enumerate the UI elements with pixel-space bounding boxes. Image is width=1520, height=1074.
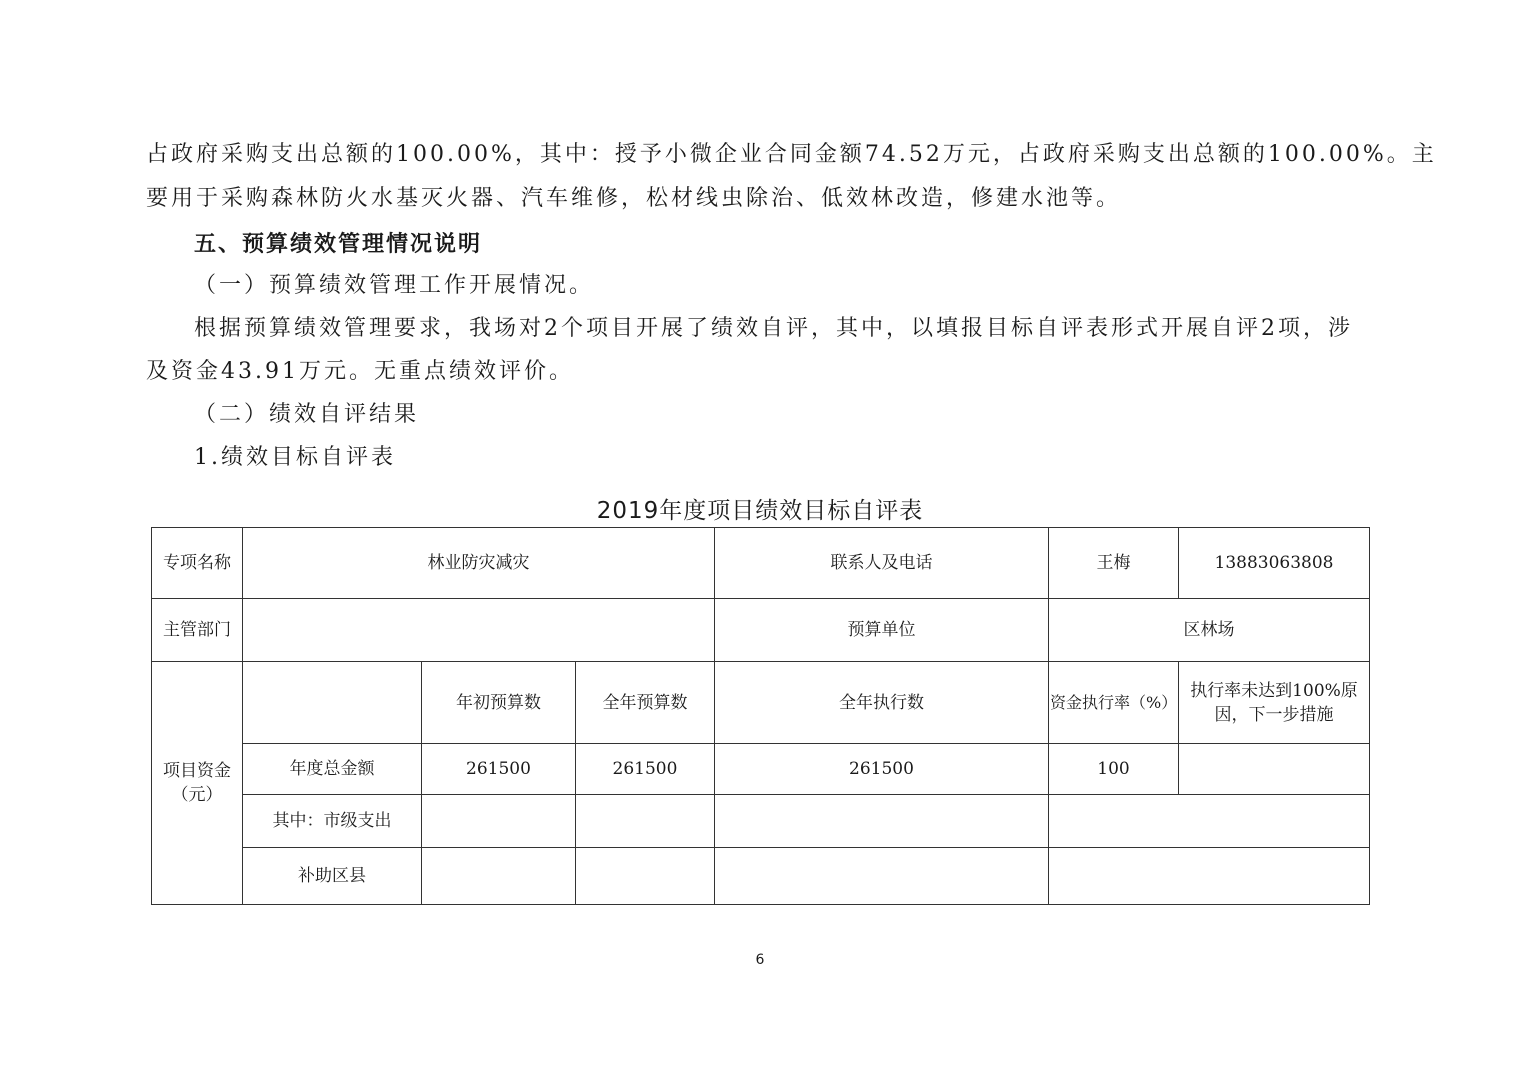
- body-paragraph-line-1: 根据预算绩效管理要求，我场对2个项目开展了绩效自评，其中，以填报目标自评表形式开展自评2项，涉: [194, 316, 1353, 341]
- table-row-department: [152, 599, 1370, 662]
- header-annual-executed: 全年执行数: [715, 662, 1049, 744]
- funds-header-blank: [243, 662, 422, 744]
- header-reason: 执行率未达到100%原因，下一步措施: [1179, 662, 1370, 744]
- table-row: [152, 795, 1370, 848]
- fund-row-annual: 261500: [576, 744, 715, 795]
- contact-name: 王梅: [1049, 528, 1179, 599]
- section-heading: 五、预算绩效管理情况说明: [194, 232, 483, 257]
- fund-row-name: 其中：市级支出: [243, 795, 422, 848]
- department-value: [243, 599, 715, 662]
- fund-row-rate: 100: [1049, 744, 1179, 795]
- fund-row-initial: 261500: [422, 744, 576, 795]
- fund-row-reason: [1179, 744, 1370, 795]
- project-name-value: 林业防灾减灾: [243, 528, 715, 599]
- project-name-label: 专项名称: [152, 528, 243, 599]
- body-line-2: 要用于采购森林防火水基灭火器、汽车维修，松材线虫除治、低效林改造，修建水池等。: [146, 186, 1122, 211]
- subheading-3: 1.绩效目标自评表: [194, 445, 396, 470]
- fund-row-annual: [576, 795, 715, 848]
- performance-table: [151, 527, 1370, 905]
- fund-row-executed: [715, 795, 1049, 848]
- header-execution-rate: 资金执行率（%）: [1049, 662, 1179, 744]
- fund-row-executed: 261500: [715, 744, 1049, 795]
- budget-unit-label: 预算单位: [715, 599, 1049, 662]
- department-label: 主管部门: [152, 599, 243, 662]
- subheading-2: （二）绩效自评结果: [194, 402, 420, 427]
- fund-row-initial: [422, 795, 576, 848]
- header-annual-budget: 全年预算数: [576, 662, 715, 744]
- table-row: [152, 744, 1370, 795]
- table-row: [152, 848, 1370, 905]
- header-initial-budget: 年初预算数: [422, 662, 576, 744]
- body-paragraph-line-2: 及资金43.91万元。无重点绩效评价。: [146, 359, 574, 384]
- table-title: 2019年度项目绩效目标自评表: [596, 498, 924, 524]
- budget-unit-value: 区林场: [1049, 599, 1370, 662]
- subheading-1: （一）预算绩效管理工作开展情况。: [194, 273, 595, 298]
- table-row-funds-header: [152, 662, 1370, 744]
- contact-label: 联系人及电话: [715, 528, 1049, 599]
- table-row-project: [152, 528, 1370, 599]
- fund-row-annual: [576, 848, 715, 905]
- body-line-1: 占政府采购支出总额的100.00%，其中：授予小微企业合同金额74.52万元，占政府采购支出总额的100.00%。主: [146, 142, 1437, 167]
- fund-row-initial: [422, 848, 576, 905]
- page-number: 6: [755, 952, 765, 968]
- project-funds-label: 项目资金（元）: [152, 662, 243, 905]
- contact-phone: 13883063808: [1179, 528, 1370, 599]
- fund-row-executed: [715, 848, 1049, 905]
- fund-row-rate: [1049, 848, 1370, 905]
- fund-row-rate: [1049, 795, 1370, 848]
- fund-row-name: 年度总金额: [243, 744, 422, 795]
- fund-row-name: 补助区县: [243, 848, 422, 905]
